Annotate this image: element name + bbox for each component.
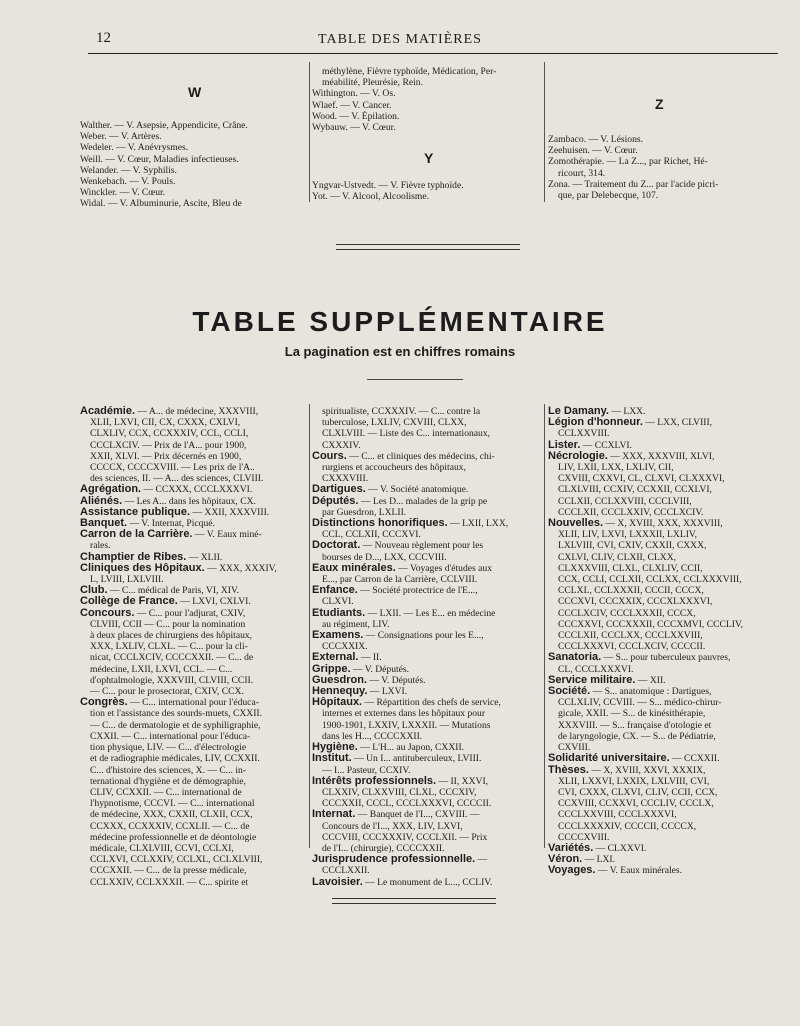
index-line-continuation: E..., par Carron de la Carrière, CCLVIII.: [322, 574, 478, 586]
index-column-z: [548, 134, 780, 201]
index-line-continuation: rales.: [90, 540, 111, 552]
index-entry: Légion d'honneur. — LXX, CLVIII,: [548, 417, 713, 429]
index-entry: Widal. — V. Albuminurie, Ascite, Bleu de: [80, 198, 242, 210]
index-line-continuation: LXLVIII, CVI, CXIV, CXXII, CXXX,: [558, 540, 707, 552]
entry-heading: Agrégation.: [80, 484, 142, 496]
entry-heading: Société.: [548, 686, 591, 698]
entry-heading: Voyages.: [548, 865, 596, 877]
entry-heading: Académie.: [80, 406, 136, 417]
entry-heading: Internat.: [312, 809, 356, 821]
index-entry: Concours. — C... pour l'adjurat, CXIV,: [80, 607, 246, 619]
index-entry: Guesdron. — V. Députés.: [312, 674, 426, 686]
index-line-continuation: CLXLVIII, CCXIV, CCXXII, CCXLVI,: [558, 484, 712, 496]
index-entry: Véron. — LXI.: [548, 854, 616, 866]
index-line-continuation: L, LVIII, LXLVIII.: [90, 574, 164, 586]
supplement-subtitle: La pagination est en chiffres romains: [284, 344, 516, 359]
index-line-continuation: CCCXXII, CCCL, CCCLXXXVI, CCCCII.: [322, 798, 492, 810]
index-line-continuation: CLXLIV, CCX, CCXXXIV, CCL, CCLI,: [90, 428, 249, 440]
index-line-continuation: de médecine, XXX, CXXII, CLXII, CCX,: [90, 809, 253, 821]
index-entry: Solidarité universitaire. — CCXXII.: [548, 753, 720, 765]
index-entry: Collège de France. — LXVI, CXLVI.: [80, 596, 251, 608]
index-line-continuation: gicale, XXII. — S... de kinésithérapie,: [558, 708, 706, 720]
index-entry: Sanatoria. — S... pour tuberculeux pauvres,: [548, 652, 731, 664]
entry-heading: Grippe.: [312, 663, 351, 675]
index-entry: Weber. — V. Artères.: [80, 131, 162, 143]
index-entry: Hygiène. — L'H... au Japon, CXXII.: [312, 742, 465, 754]
column-divider: [544, 404, 545, 848]
index-line-continuation: et de radiographie médicales, LIV, CCXXII.: [90, 753, 260, 765]
index-entry: Examens. — Consignations pour les E...,: [312, 630, 484, 642]
index-entry: Wenkebach. — V. Pouls.: [80, 176, 176, 188]
entry-heading: Doctorat.: [312, 540, 361, 552]
index-line-continuation: tuberculose, LXLIV, CXVIII, CLXX,: [322, 417, 467, 429]
index-line-continuation: CXXXVIII.: [322, 473, 369, 485]
index-line-continuation: CCCXVI, CCCXXIX, CCCXLXXXVI,: [558, 596, 713, 608]
index-entry: Le Damany. — LXX.: [548, 406, 646, 417]
index-line-continuation: CLXVI.: [322, 596, 354, 608]
index-line-continuation: internes et externes dans les hôpitaux pour: [322, 708, 486, 720]
index-entry: Variétés. — CLXXVI.: [548, 842, 647, 854]
title-rule: [367, 379, 463, 380]
index-entry: Zona. — Traitement du Z... par l'acide picri-: [548, 178, 719, 190]
index-line-continuation: XXX, LXLIV, CLXL. — C... pour la cli-: [90, 641, 248, 653]
entry-heading: Intérêts professionnels.: [312, 775, 437, 787]
index-entry: Wood. — V. Épilation.: [312, 110, 400, 122]
index-entry: Hôpitaux. — Répartition des chefs de service,: [312, 697, 501, 709]
entry-heading: Jurisprudence professionnelle.: [312, 854, 476, 866]
section-letter-z: Z: [655, 96, 664, 112]
section-letter-y: Y: [424, 150, 434, 166]
index-line-continuation: 1900-1901, LXXIV, LXXXII. — Mutations: [322, 719, 491, 731]
entry-heading: Institut.: [312, 753, 352, 765]
index-entry: Institut. — Un I... antituberculeux, LVIII.: [312, 753, 482, 765]
index-line-continuation: CCCLXII, CCCLXXIV, CCCLXCIV.: [558, 506, 704, 518]
entry-heading: Distinctions honorifiques.: [312, 518, 448, 530]
column-divider: [544, 62, 545, 202]
supplement-column-2: [312, 406, 544, 888]
index-line-continuation: — C... pour le prosectorat, CXIV, CCX.: [90, 686, 244, 698]
index-entry: External. — II.: [312, 652, 382, 664]
index-line-continuation: dans les H..., CCCCXXII.: [322, 730, 423, 742]
index-line-continuation: l'hypnotisme, CCCVI. — C... international: [90, 798, 255, 810]
index-entry: Champtier de Ribes. — XLII.: [80, 551, 223, 563]
entry-heading: Service militaire.: [548, 674, 636, 686]
index-line-continuation: — C... de dermatologie et de syphiligraphie,: [90, 719, 261, 731]
entry-heading: Nouvelles.: [548, 518, 604, 530]
entry-heading: Lister.: [548, 439, 581, 451]
index-entry: Nouvelles. — X, XVIII, XXX, XXXVIII,: [548, 518, 723, 530]
double-rule: [332, 898, 496, 904]
index-entry: Carron de la Carrière. — V. Eaux miné-: [80, 529, 262, 541]
index-line-continuation: CCCLXCIV, CCCLXXXII, CCCX,: [558, 607, 696, 619]
entry-heading: Légion d'honneur.: [548, 417, 643, 429]
index-entry: Walther. — V. Asepsie, Appendicite, Crâne.: [80, 120, 248, 131]
index-line-continuation: à deux places de chirurgiens des hôpitaux,: [90, 630, 253, 642]
index-entry: Etudiants. — LXII. — Les E... en médecine: [312, 607, 496, 619]
index-line-continuation: méabilité, Pleurésie, Rein.: [322, 77, 423, 89]
entry-heading: Concours.: [80, 607, 135, 619]
index-entry: Dartigues. — V. Société anatomique.: [312, 484, 469, 496]
index-entry: Cours. — C... et cliniques des médecins, chi-: [312, 450, 495, 462]
index-column-w: [80, 120, 306, 210]
entry-heading: Nécrologie.: [548, 450, 608, 462]
column-divider: [309, 62, 310, 202]
index-entry: Enfance. — Société protectrice de l'E...,: [312, 585, 478, 597]
index-entry: Wlaef. — V. Cancer.: [312, 99, 392, 111]
entry-heading: Hôpitaux.: [312, 697, 363, 709]
entry-heading: Cours.: [312, 450, 347, 462]
index-entry: Lavoisier. — Le monument de L..., CCLIV.: [312, 876, 493, 888]
index-line-continuation: CCCXXVI, CCCXXXII, CCCXMVI, CCCLIV,: [558, 618, 744, 630]
entry-heading: Thèses.: [548, 764, 589, 776]
index-line-continuation: rurgiens et accoucheurs des hôpitaux,: [322, 462, 466, 474]
index-line-continuation: de laryngologie, CX. — S... de Pédiatrie,: [558, 730, 716, 742]
index-line-continuation: CCLXXVIII.: [558, 428, 610, 440]
index-line-continuation: CCLXXIV, CCLXXXII. — C... spirite et: [90, 876, 249, 888]
index-entry: Yot. — V. Alcool, Alcoolisme.: [312, 191, 430, 203]
section-letter-w: W: [188, 84, 202, 100]
index-line-continuation: CCXVIII, CCXXVI, CCCLIV, CCCLX,: [558, 798, 714, 810]
index-entry: Lister. — CCXLVI.: [548, 439, 633, 451]
index-line-continuation: ternational d'hygiène et de démographie,: [90, 775, 246, 787]
index-line-continuation: XXXVIII. — S... française d'otologie et: [558, 719, 712, 731]
entry-heading: Banquet.: [80, 518, 128, 530]
index-line-continuation: des sciences, II. — A... des sciences, CLVIII.: [90, 473, 264, 485]
index-column-y: [312, 180, 544, 202]
entry-heading: Variétés.: [548, 842, 594, 854]
index-entry: Académie. — A... de médecine, XXXVIII,: [80, 406, 259, 417]
index-entry: Doctorat. — Nouveau règlement pour les: [312, 540, 484, 552]
index-line-continuation: médecine, LXII, LXVI, CCL. — C...: [90, 663, 233, 675]
running-title: TABLE DES MATIÈRES: [318, 32, 482, 47]
supplement-column-1: [80, 406, 306, 888]
index-line-continuation: CCCLXXII.: [322, 865, 370, 877]
index-line-continuation: CCLXII, CCLXXVIII, CCCLVIII,: [558, 495, 692, 507]
index-entry: Withington. — V. Os.: [312, 88, 396, 100]
entry-heading: Club.: [80, 585, 108, 597]
index-line-continuation: CLVIII, CCII — C... pour la nomination: [90, 618, 246, 630]
index-line-continuation: au régiment, LIV.: [322, 618, 390, 630]
entry-heading: Aliénés.: [80, 495, 123, 507]
index-line-continuation: que, par Delebecque, 107.: [558, 190, 659, 202]
entry-heading: Carron de la Carrière.: [80, 529, 193, 541]
index-line-continuation: XXII, XLVI. — Prix décernés en 1900,: [90, 450, 242, 462]
index-line-continuation: nicat, CCCLXCIV, CCCCXXII. — C... de: [90, 652, 254, 664]
supplement-column-3: [548, 406, 780, 877]
index-line-continuation: CL, CCCLXXXVI.: [558, 663, 634, 675]
index-line-continuation: médecine professionnelle et de déontologie: [90, 831, 257, 843]
index-line-continuation: — I... Pasteur, CCXIV.: [322, 764, 411, 776]
index-line-continuation: CCL, CCLXII, CCCXVI.: [322, 529, 421, 541]
index-line-continuation: XLII, LXVI, CII, CX, CXXX, CXLVI,: [90, 417, 241, 429]
index-entry: Zeehuisen. — V. Cœur.: [548, 145, 638, 157]
index-entry: Aliénés. — Les A... dans les hôpitaux, CX.: [80, 495, 256, 507]
index-entry: Intérêts professionnels. — II, XXVI,: [312, 775, 489, 787]
double-rule: [336, 244, 520, 250]
index-line-continuation: CXXII. — C... international pour l'éduca-: [90, 730, 251, 742]
index-line-continuation: CCXXX, CCXXXIV, CCXLII. — C... de: [90, 820, 250, 832]
index-entry: Winckler. — V. Cœur.: [80, 187, 166, 199]
entry-heading: Véron.: [548, 854, 583, 866]
index-line-continuation: tion et l'assistance des sourds-muets, CXXII.: [90, 708, 262, 720]
index-entry: Zambaco. — V. Lésions.: [548, 134, 644, 145]
index-line-continuation: CXVIII, CXXVI, CL, CLXVI, CLXXXVI,: [558, 473, 725, 485]
index-line-continuation: de l'I... (chirurgie), CCCCXXII.: [322, 842, 445, 854]
entry-heading: Le Damany.: [548, 406, 609, 417]
index-entry: Congrès. — C... international pour l'éduca-: [80, 697, 259, 709]
index-entry: Zomothérapie. — La Z..., par Richet, Hé-: [548, 156, 708, 168]
entry-heading: Cliniques des Hôpitaux.: [80, 562, 205, 574]
index-entry: Club. — C... médical de Paris, VI, XIV.: [80, 585, 240, 597]
index-line-continuation: CLXXXVIII, CLXL, CLXLIV, CCII,: [558, 562, 703, 574]
index-entry: Internat. — Banquet de l'I..., CXVIII. —: [312, 809, 480, 821]
index-line-continuation: tion physique, LIV. — C... d'électrologie: [90, 742, 247, 754]
entry-heading: External.: [312, 652, 359, 664]
entry-heading: Hygiène.: [312, 742, 358, 754]
index-entry: Cliniques des Hôpitaux. — XXX, XXXIV,: [80, 562, 277, 574]
index-line-continuation: CCCXXII. — C... de la presse médicale,: [90, 865, 247, 877]
supplement-title: TABLE SUPPLÉMENTAIRE: [192, 306, 608, 337]
index-column-w-continued: [312, 66, 544, 133]
index-line-continuation: CCCLXXXXIV, CCCCII, CCCCX,: [558, 820, 697, 832]
index-line-continuation: d'ophtalmologie, XXXVIII, CLVIII, CCII.: [90, 674, 254, 686]
index-entry: Société. — S... anatomique : Dartigues,: [548, 686, 712, 698]
index-entry: Thèses. — X, XVIII, XXVI, XXXIX,: [548, 764, 706, 776]
index-entry: Yngvar-Ustvedt. — V. Fièvre typhoïde.: [312, 180, 464, 191]
entry-heading: Solidarité universitaire.: [548, 753, 670, 765]
index-line-continuation: CCCLXXVIII, CCCLXXXVI,: [558, 809, 677, 821]
index-entry: Voyages. — V. Eaux minérales.: [548, 865, 683, 877]
index-line-continuation: CCCLXCIV. — Prix de l'A... pour 1900,: [90, 439, 247, 451]
index-line-continuation: CXXXIV.: [322, 439, 361, 451]
index-line-continuation: CLIV, CCXXII. — C... international de: [90, 786, 242, 798]
index-entry: Welander. — V. Syphilis.: [80, 164, 177, 176]
entry-heading: Champtier de Ribes.: [80, 551, 187, 563]
index-entry: Agrégation. — CCXXX, CCCLXXXVI.: [80, 484, 253, 496]
entry-heading: Congrès.: [80, 697, 128, 709]
index-line-continuation: CLXLVIII. — Liste des C... internationaux,: [322, 428, 491, 440]
entry-heading: Députés.: [312, 495, 359, 507]
index-line-continuation: CVI, CXXX, CLXVI, CLIV, CCII, CCX,: [558, 786, 718, 798]
entry-heading: Dartigues.: [312, 484, 366, 496]
index-entry: Jurisprudence professionnelle. —: [312, 854, 488, 866]
index-line-continuation: CXVIII.: [558, 742, 591, 754]
index-line-continuation: CCX, CCLI, CCLXII, CCLXX, CCLXXXVIII,: [558, 574, 742, 586]
index-line-continuation: CXLVI, CLIV, CLXII, CLXX,: [558, 551, 677, 563]
index-entry: Hennequy. — LXVI.: [312, 686, 408, 698]
entry-heading: Lavoisier.: [312, 876, 363, 888]
index-line-continuation: CCLXLIV, CCVIII. — S... médico-chirur-: [558, 697, 722, 709]
index-entry: Weill. — V. Cœur, Maladies infectieuses.: [80, 153, 239, 165]
index-entry: Distinctions honorifiques. — LXII, LXX,: [312, 518, 509, 530]
index-line-continuation: CCLXVI, CCLXXIV, CCLXL, CCLXLVIII,: [90, 854, 263, 866]
index-line-continuation: CCCCX, CCCCXVIII. — Les prix de l'A..: [90, 462, 255, 474]
index-line-continuation: LIV, LXII, LXX, LXLIV, CII,: [558, 462, 674, 474]
index-entry: Eaux minérales. — Voyages d'études aux: [312, 562, 493, 574]
index-line-continuation: médicale, CLXLVIII, CCVI, CCLXI,: [90, 842, 234, 854]
index-entry: Wybauw. — V. Cœur.: [312, 122, 396, 134]
entry-heading: Assistance publique.: [80, 506, 191, 518]
index-entry: Banquet. — V. Internat, Picqué.: [80, 518, 215, 530]
entry-heading: Sanatoria.: [548, 652, 602, 664]
index-entry: Service militaire. — XII.: [548, 674, 666, 686]
column-divider: [309, 404, 310, 848]
index-entry: Wedeler. — V. Anévrysmes.: [80, 142, 189, 154]
index-line-continuation: CCCLXXXVI, CCCLXCIV, CCCCII.: [558, 641, 706, 653]
index-line-continuation: par Guesdron, LXLII.: [322, 506, 407, 518]
index-line-continuation: ricourt, 314.: [558, 167, 606, 179]
index-line-continuation: spiritualiste, CCXXXIV. — C... contre la: [322, 406, 481, 417]
index-line-continuation: CLXXIV, CLXXVIII, CLXL, CCCXIV,: [322, 786, 477, 798]
header-rule: [88, 53, 778, 54]
index-line-continuation: CCCVIII, CCCXXXIV, CCCLXII. — Prix: [322, 831, 488, 843]
index-entry: Députés. — Les D... malades de la grip pe: [312, 495, 488, 507]
entry-heading: Eaux minérales.: [312, 562, 396, 574]
index-line-continuation: CCCCXVIII.: [558, 831, 610, 843]
entry-heading: Examens.: [312, 630, 364, 642]
index-line-continuation: Concours de l'I..., XXX, LIV, LXVI,: [322, 820, 463, 832]
index-entry: Assistance publique. — XXII, XXXVIII.: [80, 506, 270, 518]
entry-heading: Etudiants.: [312, 607, 366, 619]
index-line-continuation: CCCLXII, CCCLXX, CCCLXXVIII,: [558, 630, 703, 642]
entry-heading: Enfance.: [312, 585, 358, 597]
entry-heading: Collège de France.: [80, 596, 178, 608]
page-number: 12: [96, 30, 111, 46]
index-line-continuation: XLII, LIV, LXVI, LXXXII, LXLIV,: [558, 529, 697, 541]
index-line-continuation: CCCXXIX.: [322, 641, 368, 653]
index-line-continuation: méthylène, Fièvre typhoïde, Médication, Per-: [322, 66, 497, 77]
index-entry: Grippe. — V. Députés.: [312, 663, 410, 675]
entry-heading: Hennequy.: [312, 686, 368, 698]
index-line-continuation: CCLXL, CCLXXXII, CCCII, CCCX,: [558, 585, 704, 597]
index-line-continuation: bourses de D..., LXX, CCCVIII.: [322, 551, 447, 563]
index-entry: Nécrologie. — XXX, XXXVIII, XLVI,: [548, 450, 715, 462]
index-line-continuation: C... d'histoire des sciences, X. — C... in-: [90, 764, 247, 776]
entry-heading: Guesdron.: [312, 674, 368, 686]
index-line-continuation: XLII, LXXVI, LXXIX, LXLVIII, CVI,: [558, 775, 710, 787]
